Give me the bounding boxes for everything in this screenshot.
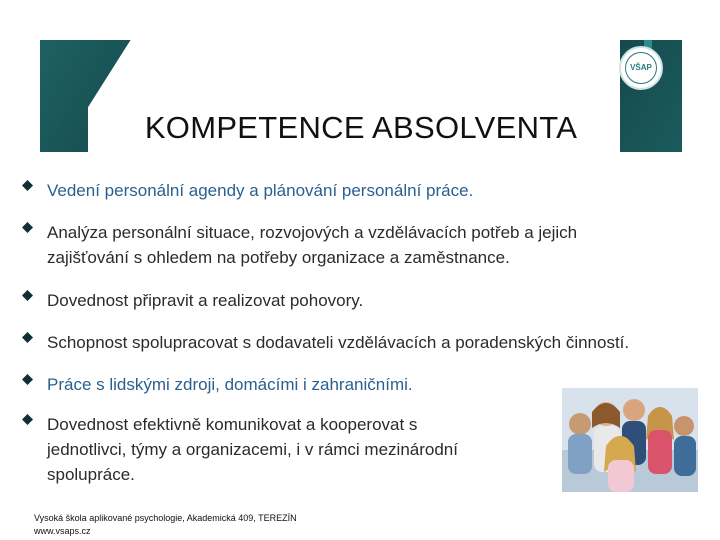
students-photo — [562, 388, 698, 492]
bullet-text: Vedení personální agendy a plánování personální práce. — [47, 181, 474, 200]
diamond-bullet-icon — [22, 332, 33, 343]
bullet-text: Schopnost spolupracovat s dodavateli vzdělávacích a poradenských činností. — [47, 333, 630, 352]
diamond-bullet-icon — [22, 374, 33, 385]
bullet-text: Analýza personální situace, rozvojových a vzdělávacích potřeb a jejich zajišťování s ohledem na potřeby organizace a zaměstnance. — [47, 223, 578, 267]
diamond-bullet-icon — [22, 290, 33, 301]
bullet-text: Práce s lidskými zdroji, domácími i zahraničními. — [47, 375, 413, 394]
footer-address: Vysoká škola aplikované psychologie, Akademická 409, TEREZÍN — [34, 513, 297, 523]
bullet-text: Dovednost efektivně komunikovat a kooperovat s jednotlivci, týmy a organizacemi, i v rámci mezinárodní spolupráce. — [47, 415, 458, 484]
footer — [34, 512, 297, 538]
footer-website: www.vsaps.cz — [34, 526, 91, 536]
slide-title: KOMPETENCE ABSOLVENTA — [144, 110, 578, 145]
diamond-bullet-icon — [22, 414, 33, 425]
bullet-text: Dovednost připravit a realizovat pohovory. — [47, 291, 364, 310]
diamond-bullet-icon — [22, 222, 33, 233]
logo-text: VŠAP — [630, 63, 652, 72]
diamond-bullet-icon — [22, 180, 33, 191]
